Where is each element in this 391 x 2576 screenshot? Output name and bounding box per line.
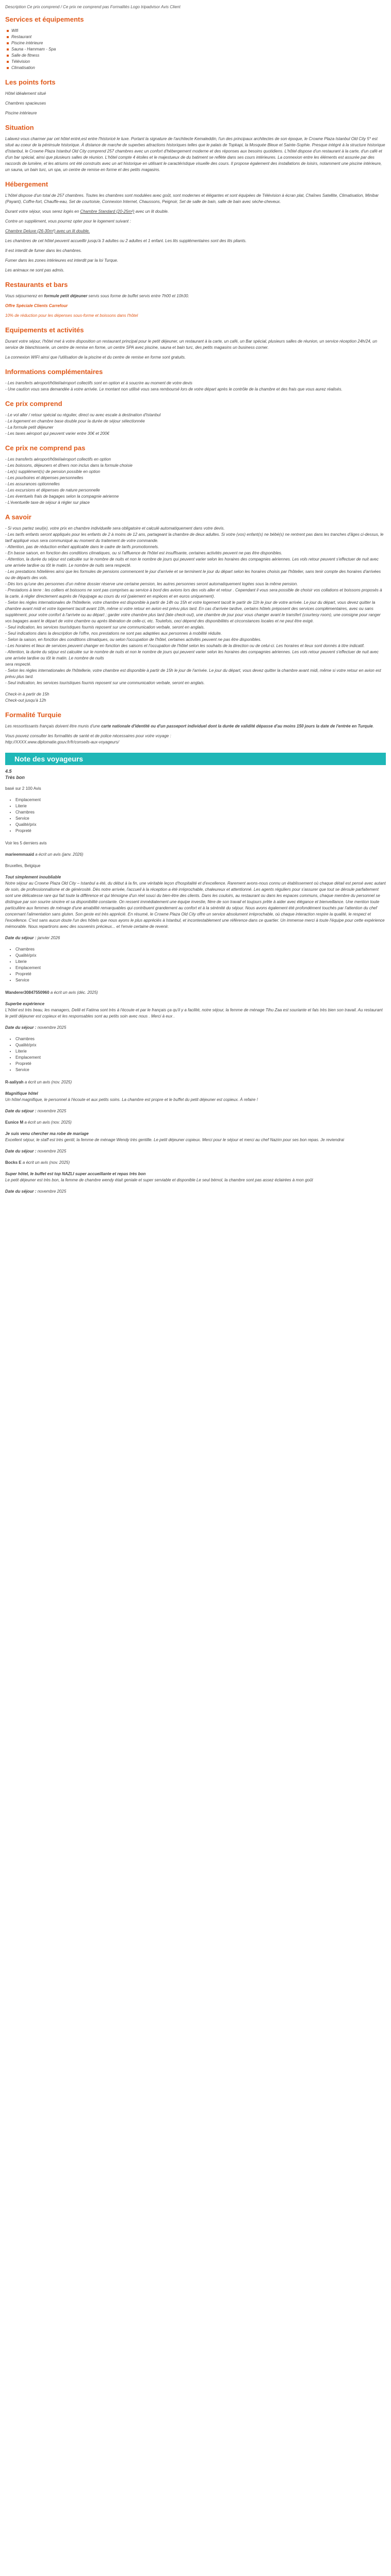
a-savoir-item: - Les tarifs enfants seront appliqués pour les enfants de 2 à moins de 12 ans, partageant la chambre de deux adultes. Si votre (vos) enfant(s) ne bébé(s) ne rentrent pas dans les tranches d'âges ci-dessus, le tarif appliqué vous sera communiqué au moment du traitement de votre commande. [5, 532, 384, 543]
point-fort-item: Hôtel idéalement situé [5, 91, 46, 96]
review-title: Superbe expérience [5, 1002, 45, 1006]
reviews-section [5, 768, 386, 1195]
a-savoir-item: - Les horaires et lieux de services peuvent changer en fonction des saisons et l'occupation de l'hôtel selon les souhaits de la direction ou de celui-ci. Les horaires et lieux sont donnés à titre indicatif. [5, 643, 365, 648]
point-fort-item: Chambres spacieuses [5, 101, 46, 106]
review-criterion: • Service [15, 977, 386, 984]
review-author: R-aaliyah [5, 1080, 24, 1084]
service-item: Salle de fitness [11, 53, 386, 59]
a-savoir-item: - Selon les règles internationales de l'hôtellerie, votre chambre est disponible à partir de 14h ou 15h et votre logement tacolt le partir de 11h le jour de votre arrivée. Le jour du départ, vous devez quitter la chambre avant midi et votre logement tacolt avant 10h, même si votre retour en avion est prévu plus tard. En cas d'arrivée tardive, certains hôtels préposent des services complémentaires, avec ou sans supplément, pour votre confort à l'arrivée ou au départ ; garder votre chambre plus tard (late check-out), une chambre de jour pour vous changer avant le transfert (courtesy room), une consigne pour ranger vos bagages avant le départ de votre chambre ou après libération de celle-ci, etc. Toutefois, ceci dépend des disponibilités et circonstances locales et ne peut être exigé. [5, 600, 381, 623]
prix-ne-comprend-title: Ce prix ne comprend pas [5, 444, 86, 452]
formalite-text: Les ressortissants français doivent être munis d'une carte nationale d'identité ou d'un passeport individuel dont la durée de validité dépasse d'au moins 150 jours la date de l'entrée en Turquie. [5, 724, 374, 728]
info-item: - Les transferts aéroport/hôtel/aéroport collectifs sont en option et à soucrire au moment de votre devis [5, 381, 192, 385]
review-criterion: • Emplacement [15, 965, 386, 971]
a-savoir-item: - Attention, la durée du séjour est calculée sur le nombre de nuits et non le nombre de jours qui peuvent varier selon les horaires des compagnies aériennes. Les vols retour peuvent s'effectuer de nuit avec une arrivée tardive ou tôt le matin. Le nombre de nuits sera respecté. [5, 557, 379, 568]
review-author-line: marieemmaaid a écrit un avis (janv. 2026) [5, 852, 84, 857]
review-author-line: Bocks E a écrit un avis (nov. 2025) [5, 1160, 70, 1165]
review-item [5, 1160, 386, 1195]
review-criterion: • Qualité/prix [15, 953, 386, 959]
prix-comprend-title: Ce prix comprend [5, 400, 62, 408]
review-author: Wanderer30847550960 [5, 990, 50, 995]
review-stay-date: Date du séjour : novembre 2025 [5, 1189, 67, 1194]
service-item: Restaurant [11, 34, 386, 40]
review-title: Magnifique hôtel [5, 1091, 38, 1096]
excluded-item: - Les assurances optionnelles [5, 482, 60, 486]
excluded-item: - Le(s) supplément(s) de pension possible en option [5, 469, 101, 474]
deluxe-room-link[interactable]: Chambre Deluxe (26-30m²) avec un lit double. [5, 229, 90, 233]
infos-list [5, 380, 386, 393]
rating-label: Très bon [5, 775, 25, 780]
review-title: Je suis venu chercher ma robe de mariage [5, 1131, 89, 1136]
rating-criterion: • Qualité/prix [15, 822, 386, 828]
a-savoir-item: - Dès lors qu'une des personnes d'un même dossier réserve une certaine pension, les autres personnes seront automatiquement logées sous la même pension. [5, 582, 298, 586]
hebergement-room-line: Durant votre séjour, vous serez logés en Chambre Standard (20-25m²) avec un lit double. [5, 209, 169, 214]
hebergement-option-intro: Contre un supplément, vous pourrez opter pour le logement suivant : [5, 219, 131, 224]
note-voyageurs-bar: Note des voyageurs [5, 753, 386, 765]
review-criterion: • Qualité/prix [15, 1042, 386, 1048]
review-author: Eunice M [5, 1120, 24, 1125]
review-item [5, 1079, 386, 1114]
hebergement-smoking-law: Fumer dans les zones intérieures est interdit par la loi Turque. [5, 258, 119, 263]
service-item: Sauna - Hammam - Spa [11, 46, 386, 53]
prix-ne-comprend-list [5, 456, 386, 506]
review-criteria-list [5, 946, 386, 984]
review-title: Super hôtel, le buffet est top NAZLI super accueillante et repas très bon [5, 1172, 146, 1176]
a-savoir-item: - Seul indications dans la description de l'offre, nos prestations ne sont pas adaptées aux personnes à mobilité réduite. [5, 631, 222, 636]
rating-criterion: • Service [15, 816, 386, 822]
review-item [5, 852, 386, 984]
formalite-title: Formalité Turquie [5, 711, 61, 719]
review-author: marieemmaaid [5, 852, 35, 857]
situation-text: Lalavez-vous charmer par cet hôtel entré,est entre l'historicé le luxe. Portant la signature de l'architecte Kemaleddin, l'un des principaux architectes de son époque, le Crowne Plaza Istanbul Old City 5* est situé au coeur de la péninsule historique. À distance de marche de superbes attractions historiques telles que le palais de Topkapi, la Mosquée Bleue et Sainte-Sophie. Presque intégré à la structure historique d'Istanbul, le Crowne Plaza Istanbul Old City comprend 257 chambres avec un confort d'hébergement moderne et des réponses aux besoins quotidiens. L'hôtel dispose d'un restaurant à la carte, d'un café et d'un bar spécial, ainsi que plusieurs salles de réunion. L'hôtel compte 4 étoiles et le majestueux de du batiment se reflète dans ses cours intérieures. La connexion entre les éléments est assurée par des raccords de lumière, et les atriums ont été construits avec un art historique en utilisant le caractéristique visuelle des cours. Il propose également des installations de loisirs, notamment une piscine intérieure, un sauna, un bain turc, un spa, un centre de remise en forme et des petits magasins. [5, 137, 385, 172]
review-stay-date: Date du séjour : janvier 2026 [5, 936, 60, 940]
a-savoir-item: - Seul indication, les services touristiques fournis reposent sur une communication verbale, seront en anglais. [5, 625, 205, 630]
rating-based-on: basé sur 2 100 Avis [5, 786, 41, 791]
a-savoir-item: - Prestations à terre : les colliers et boissons ne sont pas comprises au service à bord des avions lors des vols aller et retour . Cependant il vous sera possible de choisir vos collations et boissons proposés à la carte, à régler directement auprès de l'équipage au cours du vol (paiement en espèces et en euros uniquement). [5, 588, 382, 599]
prix-comprend-list [5, 412, 386, 437]
a-savoir-title: A savoir [5, 513, 31, 521]
excluded-item: - Les transferts aéroport/hôtel/aéroport collectifs en option [5, 457, 111, 462]
restaurants-title: Restaurants et bars [5, 281, 68, 289]
review-criterion: • Chambres [15, 946, 386, 953]
review-criteria-list [5, 1036, 386, 1073]
review-author-line: Wanderer30847550960 a écrit un avis (déc. 2025) [5, 990, 98, 995]
included-item: - Le logement en chambre base double pour la durée de séjour sélectionnée [5, 419, 145, 423]
situation-title: Situation [5, 124, 34, 131]
services-title: Services et équipements [5, 15, 84, 23]
included-item: - Les taxes aéroport qui peuvent varier entre 30€ et 200€ [5, 431, 109, 436]
info-item: - Une caution vous sera demandée à votre arrivée. Le montant non utilisé vous sera remboursé lors de votre départ après le contrôle de la chambre et des frais que vous aurez réalisés. [5, 387, 343, 392]
a-savoir-item: - Les prestations hôtelières ainsi que les formules de pensions commencent le jour d'arrivée et se terminent le jour du départ selon les horaires choisis par l'hôtelier, sans tenir compte des horaires d'arrivées ou de départs des vols. [5, 569, 381, 580]
review-criterion: • Literie [15, 1048, 386, 1055]
rating-criterion: • Chambres [15, 809, 386, 816]
a-savoir-item: - Attention, pas de réduction enfant applicable dans le cadre de tarifs promotionnels. [5, 545, 159, 549]
excluded-item: - L'éventuelle taxe de séjour à régler sur place [5, 500, 90, 505]
rating-criterion: • Propreté [15, 828, 386, 834]
hebergement-text: L'hôtel dispose d'un total de 257 chambres. Toutes les chambres sont modulées avec goût, sont modernes et élégantes et sont équipées de Télévision à écran plat, Chaînes Satellite, Climatisation, Minibar (Payant), Coffre-fort, Chauffe-eau, Set de courtoisie, Connexion Internet, Chaussons, Peignoir, Set de salle de bain, salle de bain avec sèche-cheveux. [5, 193, 379, 204]
review-author-line: Eunice M a écrit un avis (nov. 2025) [5, 1120, 72, 1125]
review-body: L'hôtel est très beau, les managers, Delili et Fatima sont très à l'écoute et par le français ça qu'il y a facilité, notre séjour, la femme de ménage Tihu Zaa est souriante et fais très bien son travail. Au restaurant le petit déjeuner est copieux et les responsables sont au petits soin avec nous . Merci à eux . [5, 1008, 383, 1019]
a-savoir-item: sera respecté. [5, 662, 31, 667]
excluded-item: - Les excursions et dépenses de nature personnelle [5, 488, 100, 493]
standard-room-link[interactable]: Chambre Standard (20-25m²) [80, 209, 135, 214]
a-savoir-item: - Attention, la durée du séjour est calculée sur le nombre de nuits et non le nombre de jours qui peuvent varier selon les horaires des compagnies aériennes. Les vols retour peuvent s'effectuer de nuit avec une arrivée tardive ou tôt le matin. Le nombre de nuits [5, 650, 379, 660]
review-item [5, 990, 386, 1073]
included-item: - Le vol aller / retour spécial ou régulier, direct ou avec escale à destination d'Istanbul [5, 413, 161, 417]
review-stay-date: Date du séjour : novembre 2025 [5, 1025, 67, 1030]
restaurants-formula: Vous séjournerez en formule petit déjeuner servis sous forme de buffet servis entre 7h00 et 10h30. [5, 294, 189, 298]
formalite-consult: Vous pouvez consulter les formalités de santé et de police nécessaires pour votre voyage : [5, 734, 171, 738]
hebergement-capacity: Les chambres de cet hôtel peuvent accueillir jusqu'à 3 adultes ou 2 adultes et 1 enfant. Les lits supplémentaires sont des lits pliants. [5, 239, 247, 243]
a-savoir-item: - Selon la saison, en fonction des conditions climatiques, ou selon l'occupation de l'hôtel, certaines activités peuvent ne pas être disponibles. [5, 637, 262, 642]
a-savoir-item: - En basse saison, en fonction des conditions climatiques, ou si l'affluence de l'hôtel est insuffisante, certaines activités peuvent ne pas être disponibles. [5, 551, 283, 555]
points-forts-title: Les points forts [5, 78, 56, 86]
rating-score: 4.5 [5, 769, 12, 774]
infos-title: Informations complémentaires [5, 368, 103, 376]
service-item: Wifi [11, 28, 386, 34]
rating-criterion: • Literie [15, 803, 386, 809]
services-list [5, 28, 386, 71]
rating-criteria-list [5, 797, 386, 834]
hebergement-smoking-rule: Il est interdit de fumer dans les chambres. [5, 248, 82, 253]
hebergement-pets: Les animaux ne sont pas admis. [5, 268, 64, 273]
review-body: Excellent séjour, le staff est très gentil, la femme de ménage Wendy très gentille. Le petit déjeuner copieux. Merci pour le séjour et merci au chef Nazim pour ses bon repas. Je reviendrai [5, 1138, 345, 1142]
service-item: Piscine intérieure [11, 40, 386, 46]
review-author: Bocks E [5, 1160, 22, 1165]
review-body: Le petit déjeuner est très bon, la femme de chambre wendy était geniale et super serviable et disponible Le seul bémol, la chambre sont pas assez éclairées à mon goût [5, 1178, 313, 1182]
excluded-item: - Les éventuels frais de bagages selon la compagnie aérienne [5, 494, 119, 499]
service-item: Télévision [11, 59, 386, 65]
review-body: Notre séjour au Crowne Plaza Old City – Istanbul a été, du début à la fin, une véritable leçon d'hospitalité et d'excellence. Rarement avons-nous connu un établissement où chaque détail est pensé avec autant de soin, de professionnalisme et de générosité. Dès notre arrivée, l'accueil à la réception a été irréprochable, chaleureux et attentionné. Les agents réguliers pour s'assurer que tout se déroule parfaitement sont une délicatesse rare qui fait toute la différence et qui témoigne d'un réel souci du bien-être des clients. Dans les couloirs, au restaurant ou dans les espaces communs, chaque membre du personnel se distingue par son sourire sincère et sa disponibilité constante. On ressent immédiatement une équipe investie, fière de son travail et toujours prête à aider avec élégance et bienveillance. Une mention toute particulière aux femmes de ménage d'une amabilité remarquables qui contribuent grandement au confort et à la sérénité du séjour. Nous avons également été profondément touchés par l'attention du chef concernant l'alimentation sans gluten. Son geste est très apprécié. En résumé, le Crowne Plaza Old City offre un service absolument irréprochable, où chaque interaction respire la qualité, le respect et l'excellence. C'est sans aucun doute l'un des hôtels que nous ayons le plus appréciés à Istanbul, et incontestablement une référence dans ce quartier. Un immense merci à toute l'équipe pour cette expérience mémorable. Nous repartirons avec des souvenirs précieux... et l'envie certaine de revenir. [5, 881, 386, 929]
checkout-time: Check-out jusqu'à 12h [5, 698, 46, 703]
checkin-time: Check-in à partir de 15h [5, 692, 50, 697]
excluded-item: - Les pourboires et dépenses personnelles [5, 476, 84, 480]
a-savoir-item: - Si vous partez seul(e), votre prix en chambre individuelle sera obligatoire et calculé automatiquement dans votre devis. [5, 526, 225, 531]
formalite-link[interactable]: http://XXXX.www.diplomatie.gouv.fr/fr/conseils-aux-voyageurs/ [5, 740, 119, 744]
tab-navigation-line[interactable]: Description Ce prix comprend / Ce prix ne comprend pas Formalités Logo tripadvisor Avis Client [5, 5, 181, 9]
review-criterion: • Literie [15, 959, 386, 965]
review-criterion: • Chambres [15, 1036, 386, 1042]
included-item: - La formule petit déjeuner [5, 425, 54, 430]
review-criterion: • Emplacement [15, 1055, 386, 1061]
review-stay-date: Date du séjour : novembre 2025 [5, 1109, 67, 1113]
a-savoir-item: - Selon les règles internationales de l'hôtellerie, votre chambre est disponible à partir de 15h le jour de l'arrivée. Le jour du départ, vous devez quitter la chambre avant midi, même si votre retour en avion est prévu plus tard. [5, 668, 381, 679]
equipements-wifi: La connexion WIFI ainsi que l'utilisation de la piscine et du centre de remise en forme sont gratuits. [5, 355, 186, 360]
excluded-item: - Les boissons, déjeuners et dîners non inclus dans la formule choisie [5, 463, 133, 468]
a-savoir-list [5, 526, 386, 686]
rating-criterion: • Emplacement [15, 797, 386, 803]
equipements-text: Durant votre séjour, l'hôtel met à votre disposition un restaurant principal pour le petit déjeuner, un restaurant à la carte, un café, un Bar spécial, plusieurs salles de réunion, un service réception 24h/24, un service de blanchisserie, un centre de remise en forme, un centre SPA avec piscine, sauna et bain turc, des petits magasins un business corner. [5, 339, 378, 350]
review-title: Tout simplement inoubliable [5, 875, 61, 879]
review-criterion: • Service [15, 1067, 386, 1073]
equipements-title: Equipements et activités [5, 326, 84, 334]
see-all-reviews-link[interactable]: Voir les 5 derniers avis [5, 841, 47, 845]
review-criterion: • Propreté [15, 1061, 386, 1067]
review-item [5, 1120, 386, 1155]
hebergement-title: Hébergement [5, 180, 48, 188]
review-location: Bruxelles, Belgique [5, 863, 41, 868]
review-criterion: • Propreté [15, 971, 386, 977]
page [0, 0, 391, 1195]
point-fort-item: Piscine intérieure [5, 111, 37, 115]
review-author-line: R-aaliyah a écrit un avis (nov. 2025) [5, 1080, 72, 1084]
special-offer-text: 10% de réduction pour les dépenses sous-forme et boissons dans l'hôtel [5, 313, 138, 318]
review-body: Un hôtel magnifique, le personnel à l'écoute et aux petits soins. La chambre est propre et le buffet du petit déjeuner est copieux. À refaire ! [5, 1097, 258, 1102]
service-item: Climatisation [11, 65, 386, 71]
review-stay-date: Date du séjour : novembre 2025 [5, 1149, 67, 1154]
special-offer-title: Offre Spéciale Clients Carrefour [5, 303, 68, 308]
a-savoir-item: - Seul indication, les services touristiques fournis reposent sur une communication verbale, seront en anglais. [5, 681, 205, 685]
